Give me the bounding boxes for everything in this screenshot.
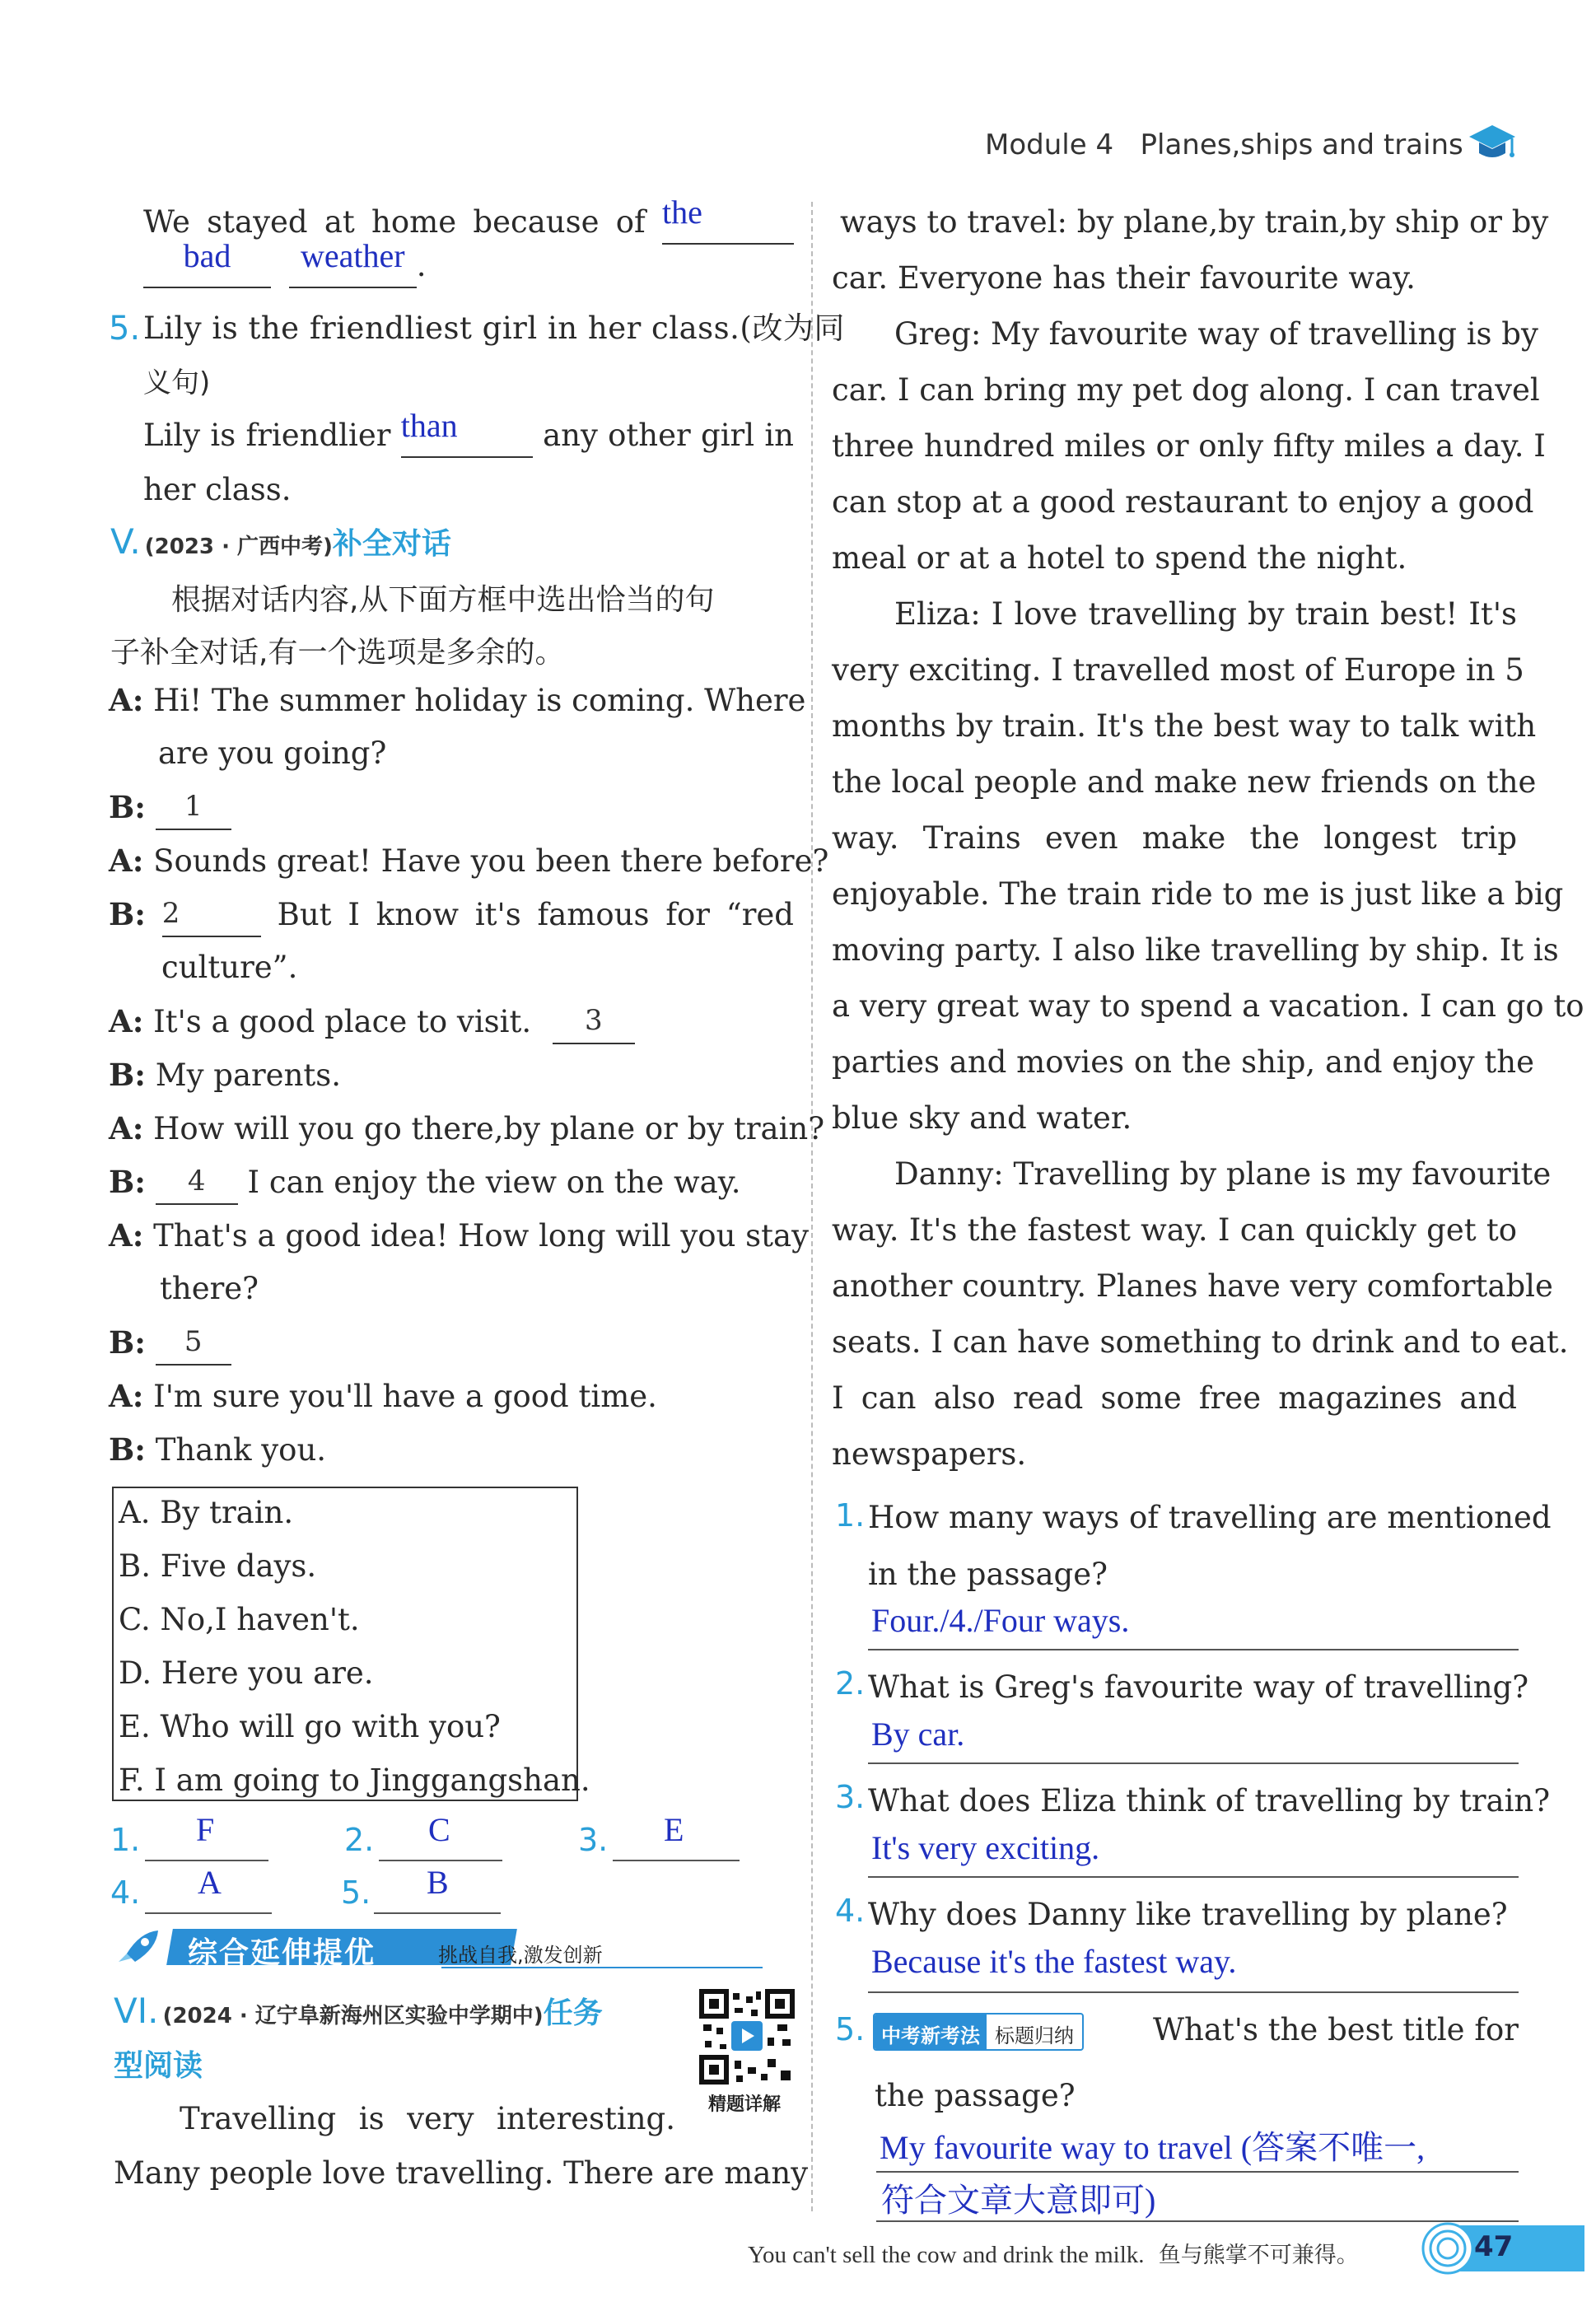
answer-text: 符合文章大意即可) (881, 2182, 1156, 2219)
option-a: A. By train. (119, 1495, 294, 1530)
answer-text: It's very exciting. (871, 1829, 1100, 1866)
passage-line: months by train. It's the best way to talk with (832, 708, 1537, 744)
passage-line: the local people and make new friends on the (832, 764, 1537, 800)
option-d: D. Here you are. (119, 1655, 374, 1691)
rewrite4-line2: bad weather . (143, 245, 427, 288)
banner-underline (441, 1967, 763, 1968)
instruction-line1: 根据对话内容,从下面方框中选出恰当的句 (171, 583, 715, 617)
dialogue-line: B: My parents. (109, 1057, 342, 1093)
question-text: What does Eliza think of travelling by train? (868, 1783, 1551, 1818)
question-text: the passage? (875, 2078, 1076, 2113)
banner-title: 综合延伸提优 (188, 1936, 376, 1970)
answer-text: Four./4./Four ways. (871, 1602, 1130, 1639)
answer-line (868, 1762, 1519, 1764)
answer-blank: weather (289, 245, 417, 288)
passage-line: moving party. I also like travelling by ship. It is (832, 932, 1559, 968)
passage-line: car. I can bring my pet dog along. I can travel (832, 372, 1540, 408)
dialogue-line: A: That's a good idea! How long will you stay (109, 1217, 809, 1254)
passage-line: another country. Planes have very comfortable (832, 1268, 1553, 1304)
answer-text: My favourite way to travel (答案不唯一, (880, 2129, 1426, 2166)
option-c: C. No,I haven't. (119, 1602, 360, 1637)
option-b: B. Five days. (119, 1548, 317, 1584)
answer-item: 3. E (578, 1810, 743, 1863)
dialogue-line: A: It's a good place to visit. 3 (109, 1001, 635, 1044)
question-text: How many ways of travelling are mentioned (868, 1500, 1552, 1535)
answer-blank: than (401, 415, 533, 458)
qr-label: 精题详解 (708, 2094, 782, 2115)
module-title: Planes,ships and trains (1140, 128, 1463, 161)
banner-subtitle: 挑战自我,激发创新 (438, 1944, 603, 1967)
dialogue-line: B: 5 (109, 1322, 231, 1366)
passage-line: three hundred miles or only fifty miles a day. I (832, 428, 1546, 464)
passage-line: Many people love travelling. There are many (114, 2155, 809, 2191)
answer-blank: bad (143, 245, 271, 288)
passage-line: Eliza: I love travelling by train best! It's (894, 596, 1517, 632)
rewrite5-prompt1: Lily is the friendliest girl in her class.(改为同 (143, 310, 845, 346)
dialogue-blank: 5 (156, 1323, 231, 1366)
instruction-line2: 子补全对话,有一个选项是多余的。 (110, 636, 565, 670)
passage-line: way. Trains even make the longest trip (832, 820, 1517, 856)
answer-line (868, 1876, 1519, 1878)
option-f: F. I am going to Jinggangshan. (119, 1762, 590, 1798)
answer-line (868, 1991, 1519, 1993)
dialogue-blank: 3 (553, 1001, 635, 1044)
section-5-header: V. (2023 · 广西中考)补全对话 (110, 521, 451, 562)
dialogue-line: A: Hi! The summer holiday is coming. Where (109, 682, 806, 718)
options-box (112, 1487, 578, 1801)
dialogue-line: B: 2 But I know it's famous for “red (109, 894, 794, 937)
footer-proverb: You can't sell the cow and drink the milk. 鱼与熊掌不可兼得。 (748, 2242, 1359, 2268)
dialogue-line: A: How will you go there,by plane or by train? (109, 1110, 825, 1146)
passage-line: a very great way to spend a vacation. I can go to (832, 988, 1584, 1024)
passage-line: way. It's the fastest way. I can quickly get to (832, 1212, 1517, 1248)
running-header (985, 128, 1463, 161)
passage-line: very exciting. I travelled most of Europe in 5 (832, 652, 1524, 688)
passage-line: meal or at a hotel to spend the night. (832, 540, 1407, 576)
answer-line (868, 1649, 1519, 1650)
answer-text: Because it's the fastest way. (871, 1943, 1237, 1980)
answer-item: 2. C (344, 1810, 509, 1863)
question-number: 4. (835, 1893, 866, 1929)
column-divider (811, 202, 813, 2211)
graduation-cap-icon (1468, 120, 1517, 163)
question-text: Why does Danny like travelling by plane? (868, 1897, 1508, 1932)
answer-blank: the (662, 202, 794, 245)
rewrite5-answer-line: Lily is friendlier than any other girl in (143, 415, 794, 458)
passage-line: Travelling is very interesting. (180, 2101, 675, 2136)
dialogue-blank: 1 (156, 787, 231, 830)
rewrite5-prompt2: 义句) (143, 366, 211, 399)
dialogue-line: culture”. (161, 950, 298, 985)
new-format-tag: 中考新考法 标题归纳 (873, 2013, 1084, 2051)
passage-line: seats. I can have something to drink and to eat. (832, 1324, 1569, 1360)
section-6-title-cont: 型阅读 (114, 2049, 203, 2083)
passage-line: parties and movies on the ship, and enjoy the (832, 1044, 1535, 1080)
answer-item: 5. B (341, 1863, 506, 1916)
spiral-icon (1421, 2222, 1474, 2275)
answer-line (876, 2171, 1519, 2173)
question-text: in the passage? (868, 1557, 1108, 1592)
section-banner (112, 1927, 763, 1968)
question-number: 2. (835, 1665, 866, 1702)
rewrite5-answer-line2: her class. (143, 472, 292, 507)
question-number: 5. (109, 310, 141, 348)
rewrite4-line1: We stayed at home because of the (143, 202, 794, 245)
question-number: 3. (835, 1779, 866, 1815)
passage-line: car. Everyone has their favourite way. (832, 260, 1416, 296)
answer-item: 4. A (110, 1863, 275, 1916)
passage-line: blue sky and water. (832, 1100, 1132, 1136)
dialogue-blank: 4 (156, 1162, 238, 1205)
passage-line: can stop at a good restaurant to enjoy a good (832, 484, 1534, 520)
question-text: What is Greg's favourite way of travelling? (868, 1669, 1529, 1705)
module-label: Module 4 (985, 128, 1114, 161)
qr-code-icon (698, 1988, 796, 2085)
passage-line: Greg: My favourite way of travelling is by (894, 316, 1538, 352)
option-e: E. Who will go with you? (119, 1709, 501, 1744)
dialogue-line: there? (160, 1271, 259, 1306)
dialogue-blank: 2 (162, 894, 261, 937)
page-number: 47 (1474, 2230, 1514, 2263)
passage-line: I can also read some free magazines and (832, 1380, 1517, 1416)
section-6-header: VI. (2024 · 辽宁阜新海州区实验中学期中)任务 (114, 1991, 603, 2031)
dialogue-line: A: Sounds great! Have you been there before? (109, 843, 829, 879)
answer-item: 1. F (110, 1810, 275, 1863)
passage-line: newspapers. (832, 1436, 1027, 1472)
passage-line: enjoyable. The train ride to me is just like a big (832, 876, 1564, 912)
answer-text: By car. (871, 1716, 965, 1753)
dialogue-line: B: Thank you. (109, 1431, 327, 1468)
rocket-icon (112, 1927, 161, 1968)
dialogue-line: B: 1 (109, 787, 231, 830)
passage-line: Danny: Travelling by plane is my favourite (894, 1156, 1552, 1192)
dialogue-line: A: I'm sure you'll have a good time. (109, 1378, 657, 1414)
dialogue-line: are you going? (158, 735, 387, 771)
question-number: 5. (835, 2011, 866, 2047)
passage-line: ways to travel: by plane,by train,by ship or by (840, 204, 1549, 240)
question-number: 1. (835, 1497, 866, 1534)
dialogue-line: B: 4 I can enjoy the view on the way. (109, 1161, 740, 1205)
question-text: What's the best title for (1153, 2012, 1519, 2047)
